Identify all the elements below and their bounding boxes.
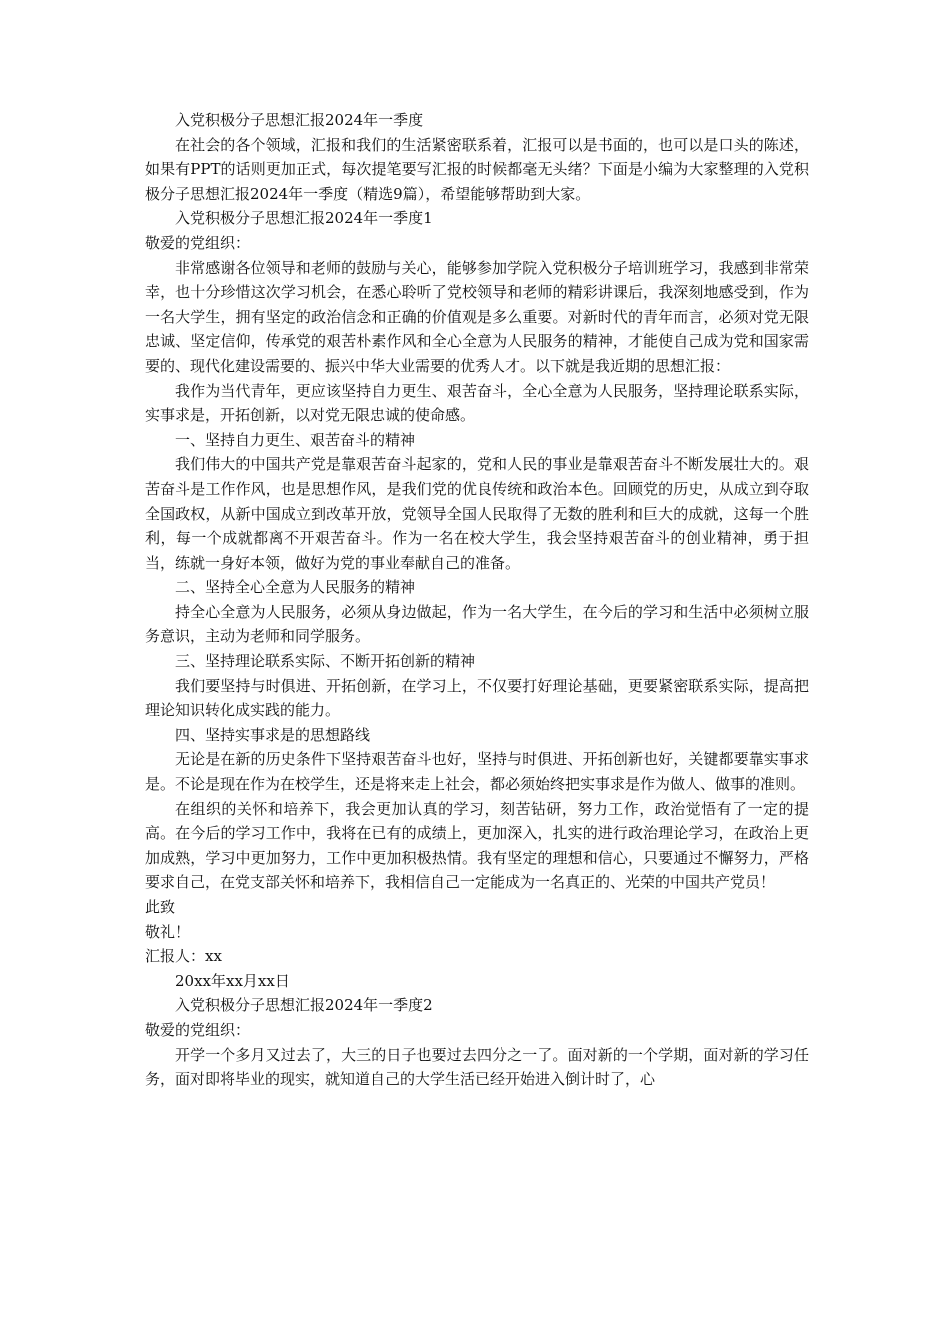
article-1-heading-3: 三、坚持理论联系实际、不断开拓创新的精神 <box>175 652 476 671</box>
document-title: 入党积极分子思想汇报2024年一季度 <box>175 111 424 129</box>
article-1-paragraph-5: 我们要坚持与时俱进、开拓创新，在学习上，不仅要打好理论基础，更要紧密联系实际，提高把理论知识转化成实践的能力。 <box>145 676 809 720</box>
article-1-heading-1: 一、坚持自力更生、艰苦奋斗的精神 <box>175 430 416 449</box>
article-1-paragraph-7: 在组织的关怀和培养下，我会更加认真的学习，刻苦钻研，努力工作，政治觉悟有了一定的提高。在今后的学习工作中，我将在已有的成绩上，更加深入，扎实的进行政治理论学习，在政治上更加成熟，学习中更加努力，工作中更加积极热情。我有坚定的理想和信心，只要通过不懈努力，严格要求自己，在党支部关怀和培养下，我相信自己一定能成为一名真正的、光荣的中国共产党员！ <box>145 799 809 892</box>
article-1-paragraph-1: 非常感谢各位领导和老师的鼓励与关心，能够参加学院入党积极分子培训班学习，我感到非常荣幸，也十分珍惜这次学习机会，在悉心聆听了党校领导和老师的精彩讲课后，我深刻地感受到，作为一名大学生，拥有坚定的政治信念和正确的价值观是多么重要。对新时代的青年而言，必须对党无限忠诚、坚定信仰，传承党的艰苦朴素作风和全心全意为人民服务的精神，才能使自己成为党和国家需要的、现代化建设需要的、振兴中华大业需要的优秀人才。以下就是我近期的思想汇报： <box>145 258 809 375</box>
article-1-heading-4: 四、坚持实事求是的思想路线 <box>175 725 371 744</box>
article-1-paragraph-4: 持全心全意为人民服务，必须从身边做起，作为一名大学生，在今后的学习和生活中必须树立服务意识，主动为老师和同学服务。 <box>145 602 809 646</box>
document-body <box>145 108 809 1092</box>
article-1-heading-2: 二、坚持全心全意为人民服务的精神 <box>175 578 416 597</box>
article-2-title: 入党积极分子思想汇报2024年一季度2 <box>175 996 433 1015</box>
intro-paragraph: 在社会的各个领域，汇报和我们的生活紧密联系着，汇报可以是书面的，也可以是口头的陈述，如果有PPT的话则更加正式，每次提笔要写汇报的时候都毫无头绪？下面是小编为大家整理的入党积极分子思想汇报2024年一季度（精选9篇），希望能够帮助到大家。 <box>145 135 809 203</box>
article-2-salutation: 敬爱的党组织： <box>145 1020 251 1039</box>
article-1-paragraph-6: 无论是在新的历史条件下坚持艰苦奋斗也好，坚持与时俱进、开拓创新也好，关键都要靠实事求是。不论是现在作为在校学生，还是将来走上社会，都必须始终把实事求是作为做人、做事的准则。 <box>145 750 809 794</box>
article-1-salutation: 敬爱的党组织： <box>145 233 251 252</box>
article-1-paragraph-2: 我作为当代青年，更应该坚持自力更生、艰苦奋斗，全心全意为人民服务，坚持理论联系实际，实事求是，开拓创新，以对党无限忠诚的使命感。 <box>145 381 809 425</box>
article-1-title: 入党积极分子思想汇报2024年一季度1 <box>175 209 433 228</box>
article-1-date: 20xx年xx月xx日 <box>175 971 290 990</box>
article-1-closing-2: 敬礼！ <box>145 922 191 941</box>
article-2-paragraph-1: 开学一个多月又过去了，大三的日子也要过去四分之一了。面对新的一个学期，面对新的学习任务，面对即将毕业的现实，就知道自己的大学生活已经开始进入倒计时了，心 <box>145 1045 809 1089</box>
article-1-closing-1: 此致 <box>145 898 176 916</box>
article-1-paragraph-3: 我们伟大的中国共产党是靠艰苦奋斗起家的，党和人民的事业是靠艰苦奋斗不断发展壮大的。艰苦奋斗是工作作风，也是思想作风，是我们党的优良传统和政治本色。回顾党的历史，从成立到夺取全国政权，从新中国成立到改革开放，党领导全国人民取得了无数的胜利和巨大的成就，这每一个胜利，每一个成就都离不开艰苦奋斗。作为一名在校大学生，我会坚持艰苦奋斗的创业精神，勇于担当，练就一身好本领，做好为党的事业奉献自己的准备。 <box>145 455 809 572</box>
article-1-reporter: 汇报人：xx <box>145 947 222 966</box>
